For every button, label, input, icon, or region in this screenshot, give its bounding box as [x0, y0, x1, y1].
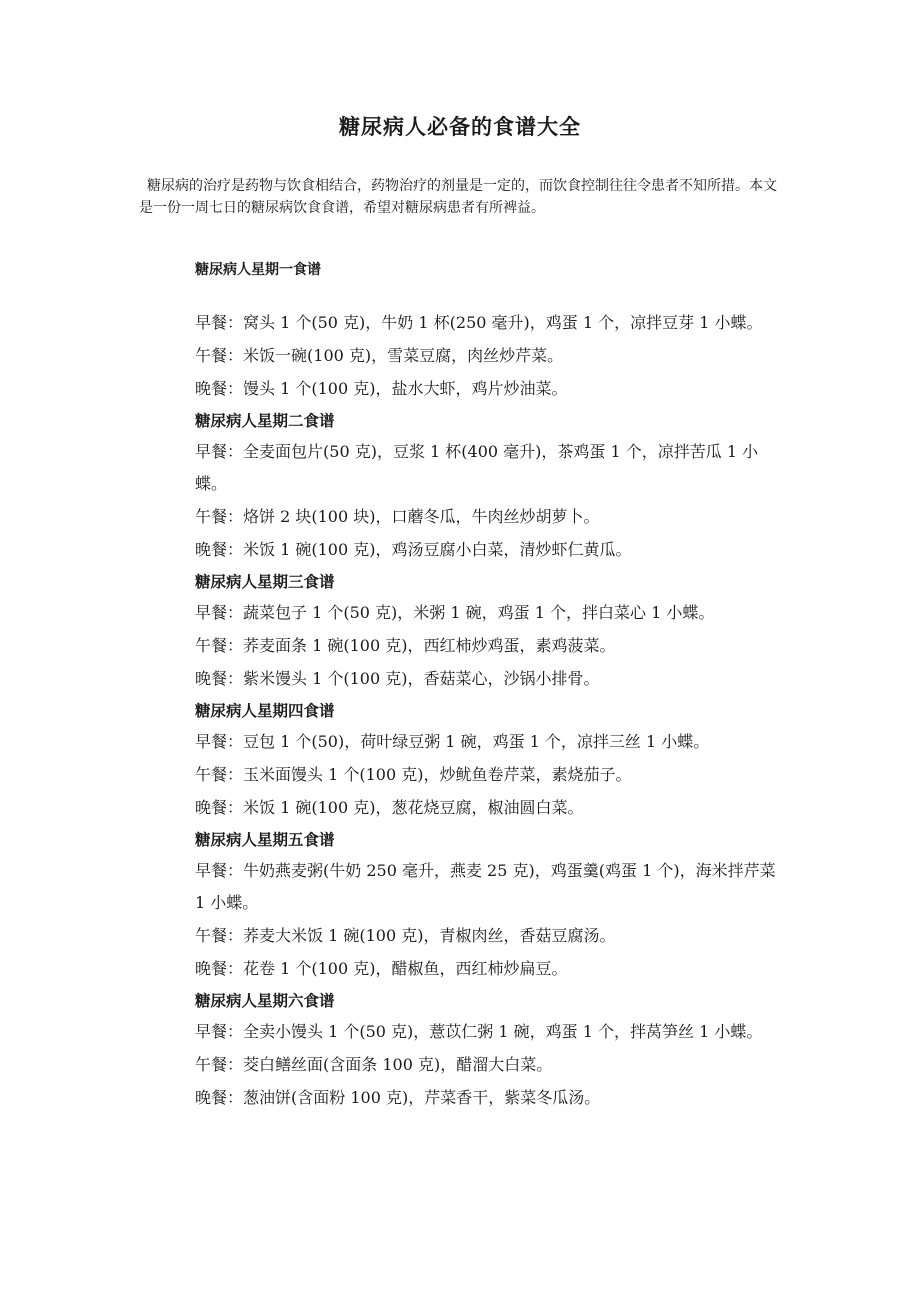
meal-text: 米饭 1 碗(100 克)，鸡汤豆腐小白菜，清炒虾仁黄瓜。 — [243, 540, 632, 559]
meal-lunch — [195, 630, 785, 662]
day-heading: 糖尿病人星期六食谱 — [195, 992, 335, 1010]
day-heading: 糖尿病人星期三食谱 — [195, 573, 335, 591]
day-heading: 糖尿病人星期一食谱 — [195, 262, 321, 278]
day-heading: 糖尿病人星期四食谱 — [195, 702, 335, 720]
day-monday — [195, 255, 785, 405]
meal-breakfast — [195, 855, 785, 919]
meal-text: 烙饼 2 块(100 块)，口蘑冬瓜，牛肉丝炒胡萝卜。 — [243, 507, 600, 526]
meal-dinner — [195, 534, 785, 566]
meal-breakfast — [195, 726, 785, 758]
meal-label: 早餐： — [195, 313, 244, 332]
day-heading: 糖尿病人星期五食谱 — [195, 831, 335, 849]
meal-lunch — [195, 501, 785, 533]
meal-text: 窝头 1 个(50 克)，牛奶 1 杯(250 毫升)，鸡蛋 1 个，凉拌豆芽 1 小蝶。 — [243, 313, 763, 332]
document-title: 糖尿病人必备的食谱大全 — [339, 114, 581, 139]
meal-text: 牛奶燕麦粥(牛奶 250 毫升，燕麦 25 克)，鸡蛋羹(鸡蛋 1 个)，海米拌芹菜 1 小蝶。 — [195, 861, 776, 912]
meal-dinner — [195, 953, 785, 985]
intro-paragraph: 糖尿病的治疗是药物与饮食相结合，药物治疗的剂量是一定的，而饮食控制往往令患者不知所措。本文是一份一周七日的糖尿病饮食食谱，希望对糖尿病患者有所裨益。 — [139, 178, 777, 216]
meal-breakfast — [195, 597, 785, 629]
day-saturday — [195, 986, 785, 1114]
weekly-menu — [195, 255, 785, 1115]
day-thursday — [195, 696, 785, 824]
meal-label: 午餐： — [195, 765, 244, 784]
meal-text: 蔬菜包子 1 个(50 克)，米粥 1 碗，鸡蛋 1 个，拌白菜心 1 小蝶。 — [243, 603, 715, 622]
day-friday — [195, 825, 785, 985]
meal-label: 早餐： — [195, 1022, 244, 1041]
meal-label: 午餐： — [195, 346, 244, 365]
meal-label: 晚餐： — [195, 1088, 244, 1107]
meal-dinner — [195, 1082, 785, 1114]
day-tuesday — [195, 406, 785, 566]
meal-text: 馒头 1 个(100 克)，盐水大虾，鸡片炒油菜。 — [243, 379, 568, 398]
meal-label: 晚餐： — [195, 379, 244, 398]
day-wednesday — [195, 567, 785, 695]
meal-text: 花卷 1 个(100 克)，醋椒鱼，西红柿炒扁豆。 — [243, 959, 568, 978]
meal-text: 米饭 1 碗(100 克)，葱花烧豆腐，椒油圆白菜。 — [243, 798, 584, 817]
meal-label: 早餐： — [195, 603, 244, 622]
meal-label: 早餐： — [195, 861, 244, 880]
meal-text: 豆包 1 个(50)，荷叶绿豆粥 1 碗，鸡蛋 1 个，凉拌三丝 1 小蝶。 — [243, 732, 710, 751]
meal-label: 晚餐： — [195, 798, 244, 817]
meal-label: 早餐： — [195, 732, 244, 751]
meal-breakfast — [195, 307, 785, 339]
meal-label: 午餐： — [195, 636, 244, 655]
meal-text: 全麦面包片(50 克)，豆浆 1 杯(400 毫升)，茶鸡蛋 1 个，凉拌苦瓜 1 小蝶。 — [195, 442, 759, 493]
meal-text: 葱油饼(含面粉 100 克)，芹菜香干，紫菜冬瓜汤。 — [243, 1088, 601, 1107]
meal-lunch — [195, 1049, 785, 1081]
meal-label: 晚餐： — [195, 959, 244, 978]
meal-dinner — [195, 373, 785, 405]
day-heading: 糖尿病人星期二食谱 — [195, 412, 335, 430]
meal-text: 荞麦大米饭 1 碗(100 克)，青椒肉丝，香菇豆腐汤。 — [243, 926, 616, 945]
meal-label: 晚餐： — [195, 540, 244, 559]
meal-label: 午餐： — [195, 507, 244, 526]
meal-text: 荞麦面条 1 碗(100 克)，西红柿炒鸡蛋，素鸡菠菜。 — [243, 636, 616, 655]
meal-dinner — [195, 792, 785, 824]
meal-breakfast — [195, 1016, 785, 1048]
meal-label: 晚餐： — [195, 669, 244, 688]
meal-text: 紫米馒头 1 个(100 克)，香菇菜心，沙锅小排骨。 — [243, 669, 600, 688]
meal-lunch — [195, 759, 785, 791]
meal-text: 玉米面馒头 1 个(100 克)，炒鱿鱼卷芹菜，素烧茄子。 — [243, 765, 632, 784]
meal-text: 茭白鳝丝面(含面条 100 克)，醋溜大白菜。 — [243, 1055, 553, 1074]
meal-text: 全卖小馒头 1 个(50 克)，薏苡仁粥 1 碗，鸡蛋 1 个，拌莴笋丝 1 小蝶。 — [243, 1022, 763, 1041]
meal-text: 米饭一碗(100 克)，雪菜豆腐，肉丝炒芹菜。 — [243, 346, 564, 365]
meal-breakfast — [195, 436, 785, 500]
meal-label: 午餐： — [195, 1055, 244, 1074]
meal-label: 午餐： — [195, 926, 244, 945]
meal-dinner — [195, 663, 785, 695]
meal-lunch — [195, 340, 785, 372]
meal-label: 早餐： — [195, 442, 244, 461]
meal-lunch — [195, 920, 785, 952]
